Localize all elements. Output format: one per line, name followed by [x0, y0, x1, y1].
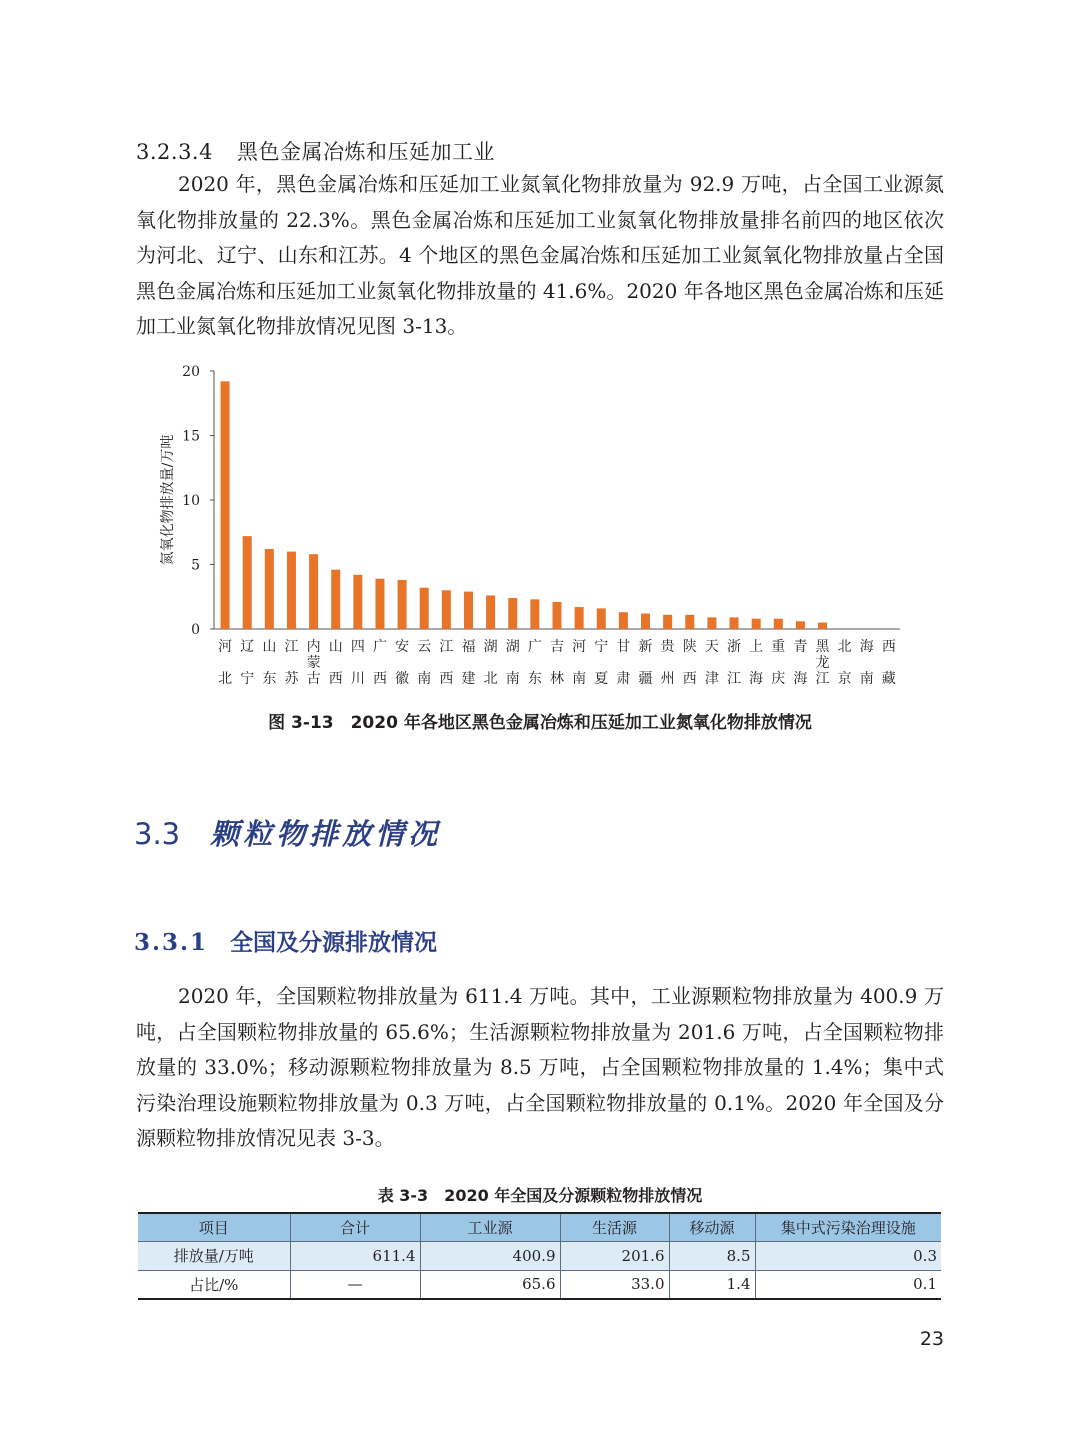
x-tick-label: 四川	[350, 639, 365, 687]
x-tick-label: 山东	[262, 639, 277, 687]
y-tick-label: 15	[182, 428, 200, 445]
cell-total: 611.4	[290, 1241, 420, 1270]
x-tick-label: 青海	[793, 639, 808, 687]
x-tick-label: 安徽	[395, 639, 410, 687]
x-tick-label: 黑龙江	[815, 639, 830, 687]
chart-svg	[150, 355, 910, 700]
bar	[685, 615, 694, 629]
cell-centralized: 0.1	[755, 1270, 941, 1299]
table-caption: 表 3-3 2020 年全国及分源颗粒物排放情况	[377, 1186, 703, 1205]
x-tick-label: 天津	[704, 639, 719, 687]
row-label: 占比/%	[138, 1270, 290, 1299]
table-header-row	[138, 1213, 941, 1241]
bar	[243, 536, 252, 629]
x-tick-label: 山西	[328, 639, 343, 687]
y-tick-label: 10	[182, 493, 200, 509]
x-tick-label: 河北	[218, 639, 233, 687]
heading-number: 3.2.3.4	[136, 140, 213, 164]
x-tick-label: 云南	[417, 639, 432, 687]
bar	[398, 580, 407, 629]
x-tick-label: 宁夏	[594, 639, 609, 687]
x-tick-label: 新疆	[638, 639, 653, 687]
bar	[464, 592, 473, 629]
cell-domestic: 201.6	[560, 1241, 669, 1270]
subsection-heading-3-2-3-4	[136, 136, 495, 166]
cell-domestic: 33.0	[560, 1270, 669, 1299]
bar	[641, 614, 650, 629]
x-tick-label: 甘肃	[616, 639, 631, 687]
y-tick-label: 5	[191, 557, 200, 574]
x-tick-label: 江苏	[284, 639, 299, 687]
section-number: 3.3	[134, 817, 181, 851]
bar	[818, 623, 827, 629]
bar	[353, 575, 362, 629]
heading-title: 黑色金属冶炼和压延加工业	[236, 140, 495, 164]
bar	[508, 598, 517, 629]
bar	[774, 619, 783, 629]
subsection-heading-3-3-1	[134, 924, 437, 957]
bar	[486, 595, 495, 629]
x-tick-label: 海南	[859, 639, 874, 687]
header-total: 合计	[290, 1213, 420, 1241]
bar	[752, 619, 761, 629]
bar	[619, 612, 628, 629]
bar	[442, 590, 451, 629]
bar	[309, 554, 318, 629]
x-tick-label: 西藏	[881, 639, 896, 687]
cell-mobile: 8.5	[669, 1241, 755, 1270]
header-centralized: 集中式污染治理设施	[755, 1213, 941, 1241]
cell-industrial: 400.9	[420, 1241, 560, 1270]
y-axis-label: 氮氧化物排放量/万吨	[160, 434, 176, 566]
bar	[221, 381, 230, 629]
bar	[375, 579, 384, 629]
x-tick-label: 河南	[572, 639, 587, 687]
x-tick-label: 湖北	[483, 639, 498, 687]
x-tick-label: 广东	[527, 639, 542, 687]
bar	[265, 549, 274, 629]
x-tick-label: 江西	[439, 639, 454, 687]
x-tick-label: 广西	[372, 639, 387, 687]
x-tick-label: 辽宁	[240, 639, 255, 687]
table-row	[138, 1270, 941, 1299]
table-row	[138, 1241, 941, 1270]
bar	[287, 552, 296, 629]
cell-centralized: 0.3	[755, 1241, 941, 1270]
x-tick-label: 内蒙古	[306, 639, 321, 687]
bar	[331, 570, 340, 629]
x-tick-label: 浙江	[727, 639, 742, 687]
subsection-number: 3.3.1	[134, 929, 209, 956]
bar	[420, 588, 429, 629]
page-number: 23	[919, 1328, 944, 1350]
figure-caption: 图 3-13 2020 年各地区黑色金属冶炼和压延加工业氮氧化物排放情况	[268, 713, 812, 733]
section-heading-3-3	[134, 812, 441, 853]
x-tick-label: 重庆	[771, 639, 786, 687]
x-tick-label: 吉林	[550, 639, 564, 687]
y-tick-label: 20	[182, 364, 200, 380]
cell-mobile: 1.4	[669, 1270, 755, 1299]
bar	[730, 617, 739, 629]
particulate-table	[138, 1212, 941, 1300]
bar	[597, 608, 606, 629]
bar	[530, 599, 539, 629]
y-tick-label: 0	[191, 622, 200, 638]
header-domestic: 生活源	[560, 1213, 669, 1241]
bar-chart-nox-by-region	[150, 355, 910, 700]
bar	[796, 621, 805, 629]
paragraph-nox-steel: 2020 年，黑色金属冶炼和压延加工业氮氧化物排放量为 92.9 万吨，占全国工业源氮氧化物排放量的 22.3%。黑色金属冶炼和压延加工业氮氧化物排放量排名前四的地区依次为河北、辽宁、山东和江苏。4 个地区的黑色金属冶炼和压延加工业氮氧化物排放量占全国黑色金属冶炼和压延加工业氮氧化物排放量的 41.6%。2020 年各地区黑色金属冶炼和压延加工业氮氧化物排放情况见图 3-13。	[136, 172, 944, 338]
bar	[575, 607, 584, 629]
x-tick-label: 北京	[837, 639, 852, 687]
x-tick-label: 湖南	[505, 639, 520, 687]
row-label: 排放量/万吨	[138, 1241, 290, 1270]
x-tick-label: 贵州	[660, 639, 675, 687]
bar	[553, 602, 562, 629]
x-tick-label: 上海	[749, 639, 764, 687]
paragraph-particulate: 2020 年，全国颗粒物排放量为 611.4 万吨。其中，工业源颗粒物排放量为 400.9 万吨，占全国颗粒物排放量的 65.6%；生活源颗粒物排放量为 201.6 万吨，占全国颗粒物排放量的 33.0%；移动源颗粒物排放量为 8.5 万吨，占全国颗粒物排放量的 1.4%；集中式污染治理设施颗粒物排放量为 0.3 万吨，占全国颗粒物排放量的 0.1%。2020 年全国及分源颗粒物排放情况见表 3-3。	[136, 984, 944, 1150]
cell-industrial: 65.6	[420, 1270, 560, 1299]
bar	[707, 617, 716, 629]
cell-total: —	[290, 1270, 420, 1299]
x-tick-label: 福建	[461, 639, 476, 687]
section-title: 颗粒物排放情况	[210, 817, 442, 851]
header-mobile: 移动源	[669, 1213, 755, 1241]
x-tick-label: 陕西	[682, 639, 697, 687]
bar	[663, 615, 672, 629]
header-industrial: 工业源	[420, 1213, 560, 1241]
header-item: 项目	[138, 1213, 290, 1241]
subsection-title: 全国及分源排放情况	[230, 929, 438, 956]
